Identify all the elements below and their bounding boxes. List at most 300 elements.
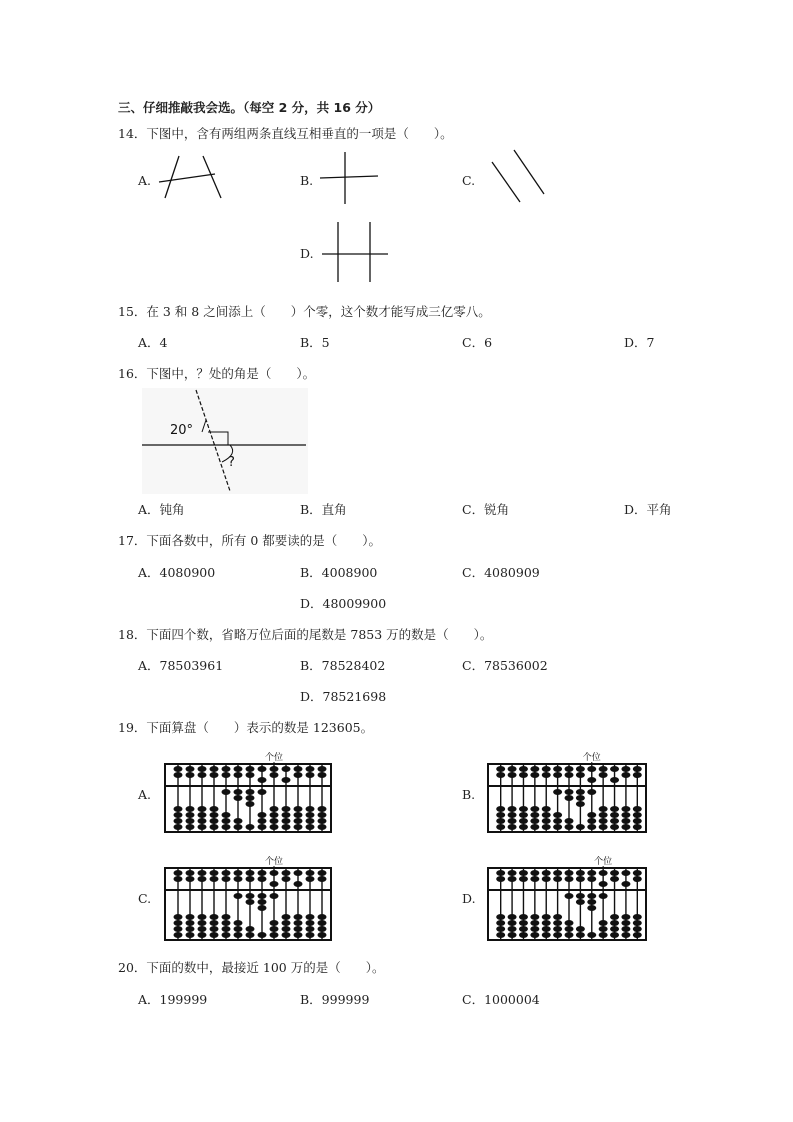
abacus-bead [553, 812, 562, 818]
abacus-bead [633, 920, 642, 926]
question-15-stem: 15．在 3 和 8 之间添上（ ）个零，这个数才能写成三亿零八。 [118, 304, 491, 319]
abacus-bead [565, 766, 574, 772]
abacus-bead [576, 766, 585, 772]
abacus-bead [565, 893, 574, 899]
abacus-bead [508, 914, 517, 920]
abacus-bead [565, 920, 574, 926]
abacus-bead [599, 766, 608, 772]
abacus-bead [542, 818, 551, 824]
abacus-bead [530, 812, 539, 818]
abacus-bead [234, 789, 243, 795]
abacus-bead [508, 818, 517, 824]
abacus-bead [599, 812, 608, 818]
abacus-bead [599, 932, 608, 938]
abacus-bead [530, 932, 539, 938]
q20-option-c[interactable]: C．1000004 [462, 992, 540, 1007]
abacus-bead [234, 876, 243, 882]
abacus-bead [294, 870, 303, 876]
abacus-bead [587, 766, 596, 772]
abacus-bead [186, 914, 195, 920]
abacus-bead [270, 881, 279, 887]
abacus-bead [519, 818, 528, 824]
abacus-bead [587, 812, 596, 818]
abacus-bead [210, 766, 219, 772]
abacus-bead [198, 932, 207, 938]
abacus-bead [565, 876, 574, 882]
abacus-bead [496, 876, 505, 882]
abacus-bead [553, 876, 562, 882]
abacus-bead [222, 818, 231, 824]
abacus-bead [318, 870, 327, 876]
abacus-bead [576, 801, 585, 807]
abacus-bead [496, 806, 505, 812]
abacus-bead [633, 818, 642, 824]
abacus-bead [530, 818, 539, 824]
abacus-bead [306, 806, 315, 812]
abacus-bead [222, 920, 231, 926]
abacus-bead [210, 870, 219, 876]
abacus-bead [270, 766, 279, 772]
abacus-bead [258, 899, 267, 905]
abacus-bead [270, 812, 279, 818]
abacus-bead [519, 812, 528, 818]
abacus-bead [198, 812, 207, 818]
abacus-bead [186, 876, 195, 882]
abacus-bead [621, 772, 630, 778]
abacus-bead [519, 920, 528, 926]
abacus-bead [234, 766, 243, 772]
abacus-bead [174, 876, 183, 882]
abacus-bead [553, 914, 562, 920]
abacus-bead [294, 824, 303, 830]
abacus-bead [496, 766, 505, 772]
abacus-bead [174, 870, 183, 876]
q19-option-b[interactable]: B. [462, 787, 476, 802]
abacus-bead [621, 926, 630, 932]
abacus-bead [234, 795, 243, 801]
abacus-bead [599, 818, 608, 824]
abacus-bead [174, 766, 183, 772]
abacus-bead [234, 932, 243, 938]
abacus-bead [318, 876, 327, 882]
abacus-bead [508, 806, 517, 812]
abacus-bead [542, 932, 551, 938]
q19-abacus-c [164, 850, 332, 942]
abacus-bead [174, 932, 183, 938]
abacus-bead [258, 893, 267, 899]
abacus-bead [282, 870, 291, 876]
abacus-bead [174, 806, 183, 812]
abacus-bead [222, 870, 231, 876]
abacus-bead [610, 932, 619, 938]
abacus-bead [633, 766, 642, 772]
abacus-bead [306, 824, 315, 830]
abacus-bead [306, 876, 315, 882]
abacus-bead [587, 899, 596, 905]
abacus-bead [222, 926, 231, 932]
abacus-bead [621, 881, 630, 887]
q14-option-b[interactable]: B. [300, 173, 314, 188]
abacus-bead [282, 806, 291, 812]
q14-option-c[interactable]: C. [462, 173, 476, 188]
q19-option-a[interactable]: A. [138, 787, 152, 802]
abacus-bead [565, 772, 574, 778]
abacus-bead [222, 789, 231, 795]
abacus-bead [270, 926, 279, 932]
abacus-bead [306, 818, 315, 824]
q16-option-d[interactable]: D．平角 [624, 502, 672, 517]
abacus-bead [610, 870, 619, 876]
q19-option-d[interactable]: D. [462, 891, 476, 906]
q16-option-b[interactable]: B．直角 [300, 502, 347, 517]
abacus-bead [258, 905, 267, 911]
abacus-bead [542, 812, 551, 818]
abacus-bead [599, 806, 608, 812]
abacus-bead [258, 812, 267, 818]
abacus-bead [508, 812, 517, 818]
abacus-bead [258, 932, 267, 938]
abacus-bead [294, 806, 303, 812]
abacus-bead [587, 932, 596, 938]
abacus-bead [530, 772, 539, 778]
abacus-bead [198, 806, 207, 812]
abacus-bead [553, 824, 562, 830]
abacus-bead [174, 926, 183, 932]
abacus-bead [508, 920, 517, 926]
abacus-bead [530, 766, 539, 772]
abacus-bead [198, 876, 207, 882]
abacus-bead [542, 926, 551, 932]
abacus-bead [318, 812, 327, 818]
abacus-bead [610, 806, 619, 812]
abacus-bead [246, 876, 255, 882]
abacus-bead [282, 876, 291, 882]
q17-option-c[interactable]: C．4080909 [462, 565, 540, 580]
abacus-bead [576, 772, 585, 778]
abacus-bead [610, 777, 619, 783]
abacus-bead [633, 932, 642, 938]
abacus-bead [234, 920, 243, 926]
abacus-bead [496, 812, 505, 818]
abacus-bead [576, 824, 585, 830]
q20-option-b[interactable]: B．999999 [300, 992, 370, 1007]
abacus-bead [174, 818, 183, 824]
abacus-bead [210, 824, 219, 830]
abacus-bead [246, 772, 255, 778]
q14-option-d[interactable]: D. [300, 246, 314, 261]
abacus-bead [621, 920, 630, 926]
abacus-bead [174, 812, 183, 818]
abacus-bead [234, 926, 243, 932]
abacus-bead [294, 818, 303, 824]
abacus-bead [599, 824, 608, 830]
abacus-bead [599, 772, 608, 778]
abacus-bead [186, 932, 195, 938]
abacus-bead [270, 818, 279, 824]
q19-abacus-d [487, 850, 647, 942]
abacus-bead [633, 806, 642, 812]
abacus-bead [246, 824, 255, 830]
abacus-bead [186, 920, 195, 926]
abacus-bead [198, 926, 207, 932]
abacus-bead [610, 766, 619, 772]
abacus-bead [186, 806, 195, 812]
abacus-bead [246, 893, 255, 899]
abacus-bead [198, 824, 207, 830]
abacus-bead [508, 772, 517, 778]
abacus-bead [282, 932, 291, 938]
abacus-bead [210, 876, 219, 882]
abacus-bead [599, 893, 608, 899]
abacus-bead [222, 766, 231, 772]
abacus-bead [621, 812, 630, 818]
abacus-bead [318, 818, 327, 824]
question-14-stem: 14．下图中，含有两组两条直线互相垂直的一项是（ ）。 [118, 126, 453, 141]
abacus-bead [222, 876, 231, 882]
abacus-bead [587, 905, 596, 911]
abacus-unit-label: 个位 [264, 857, 284, 867]
abacus-bead [234, 870, 243, 876]
abacus-bead [306, 914, 315, 920]
abacus-bead [282, 818, 291, 824]
abacus-bead [576, 789, 585, 795]
abacus-bead [210, 920, 219, 926]
abacus-bead [519, 806, 528, 812]
abacus-bead [633, 772, 642, 778]
abacus-bead [496, 926, 505, 932]
abacus-bead [621, 806, 630, 812]
abacus-bead [294, 932, 303, 938]
abacus-bead [270, 920, 279, 926]
abacus-bead [621, 766, 630, 772]
abacus-bead [496, 932, 505, 938]
question-16-stem: 16．下图中，？处的角是（ ）。 [118, 366, 316, 381]
question-20-stem: 20．下面的数中，最接近 100 万的是（ ）。 [118, 960, 385, 975]
abacus-bead [210, 818, 219, 824]
abacus-bead [306, 766, 315, 772]
abacus-bead [553, 772, 562, 778]
abacus-bead [519, 932, 528, 938]
section-title: 三、仔细推敲我会选。（每空 2 分，共 16 分） [118, 100, 381, 115]
abacus-bead [258, 789, 267, 795]
abacus-bead [198, 914, 207, 920]
abacus-bead [621, 818, 630, 824]
abacus-bead [186, 812, 195, 818]
abacus-bead [294, 772, 303, 778]
q18-option-b[interactable]: B．78528402 [300, 658, 386, 673]
abacus-bead [270, 806, 279, 812]
abacus-bead [318, 914, 327, 920]
abacus-bead [599, 881, 608, 887]
abacus-bead [496, 772, 505, 778]
q15-option-a[interactable]: A．4 [138, 335, 168, 350]
abacus-bead [186, 870, 195, 876]
abacus-bead [186, 926, 195, 932]
abacus-bead [553, 766, 562, 772]
abacus-bead [270, 772, 279, 778]
abacus-bead [587, 876, 596, 882]
abacus-bead [599, 926, 608, 932]
abacus-bead [234, 893, 243, 899]
abacus-bead [246, 801, 255, 807]
abacus-bead [508, 824, 517, 830]
abacus-bead [258, 777, 267, 783]
q18-option-c[interactable]: C．78536002 [462, 658, 548, 673]
abacus-bead [519, 824, 528, 830]
abacus-bead [576, 926, 585, 932]
q15-option-c[interactable]: C．6 [462, 335, 493, 350]
abacus-bead [210, 772, 219, 778]
abacus-bead [306, 812, 315, 818]
q14-option-a[interactable]: A. [138, 173, 152, 188]
abacus-bead [633, 914, 642, 920]
abacus-bead [542, 772, 551, 778]
abacus-bead [198, 766, 207, 772]
abacus-bead [306, 920, 315, 926]
abacus-bead [542, 914, 551, 920]
abacus-bead [508, 926, 517, 932]
abacus-bead [222, 824, 231, 830]
q19-option-c[interactable]: C. [138, 891, 152, 906]
abacus-bead [222, 812, 231, 818]
abacus-bead [496, 824, 505, 830]
abacus-unit-label: 个位 [264, 753, 284, 763]
abacus-bead [530, 806, 539, 812]
abacus-bead [530, 920, 539, 926]
abacus-bead [318, 772, 327, 778]
abacus-bead [246, 795, 255, 801]
abacus-bead [587, 789, 596, 795]
abacus-bead [246, 766, 255, 772]
abacus-bead [576, 932, 585, 938]
abacus-bead [222, 914, 231, 920]
abacus-bead [587, 893, 596, 899]
abacus-bead [496, 914, 505, 920]
abacus-bead [258, 818, 267, 824]
abacus-bead [282, 926, 291, 932]
abacus-bead [553, 870, 562, 876]
abacus-bead [294, 920, 303, 926]
abacus-bead [587, 870, 596, 876]
q17-option-b[interactable]: B．4008900 [300, 565, 378, 580]
abacus-bead [542, 876, 551, 882]
abacus-bead [234, 772, 243, 778]
q17-option-d[interactable]: D．48009900 [300, 596, 387, 611]
abacus-bead [519, 876, 528, 882]
abacus-bead [210, 932, 219, 938]
abacus-bead [246, 932, 255, 938]
abacus-bead [542, 766, 551, 772]
abacus-bead [599, 870, 608, 876]
abacus-bead [318, 932, 327, 938]
abacus-bead [565, 926, 574, 932]
q18-option-d[interactable]: D．78521698 [300, 689, 387, 704]
abacus-bead [553, 932, 562, 938]
abacus-bead [258, 876, 267, 882]
abacus-bead [174, 772, 183, 778]
abacus-bead [576, 899, 585, 905]
abacus-bead [306, 926, 315, 932]
abacus-bead [542, 824, 551, 830]
abacus-bead [294, 812, 303, 818]
q17-option-a[interactable]: A．4080900 [138, 565, 216, 580]
abacus-bead [530, 914, 539, 920]
abacus-bead [318, 806, 327, 812]
abacus-bead [565, 818, 574, 824]
abacus-bead [246, 870, 255, 876]
abacus-bead [246, 926, 255, 932]
abacus-bead [496, 870, 505, 876]
abacus-bead [610, 812, 619, 818]
q15-option-b[interactable]: B．5 [300, 335, 330, 350]
abacus-bead [318, 766, 327, 772]
abacus-bead [633, 876, 642, 882]
abacus-bead [282, 824, 291, 830]
abacus-bead [508, 932, 517, 938]
abacus-bead [174, 914, 183, 920]
q16-option-a[interactable]: A．钝角 [138, 502, 185, 517]
abacus-unit-label: 个位 [594, 857, 613, 867]
abacus-bead [530, 926, 539, 932]
abacus-bead [599, 920, 608, 926]
abacus-bead [294, 766, 303, 772]
abacus-bead [246, 789, 255, 795]
q14-figure-c [488, 148, 548, 206]
abacus-bead [587, 777, 596, 783]
abacus-bead [270, 932, 279, 938]
abacus-bead [222, 932, 231, 938]
abacus-bead [576, 876, 585, 882]
abacus-bead [576, 795, 585, 801]
abacus-bead [318, 926, 327, 932]
abacus-bead [542, 806, 551, 812]
abacus-bead [186, 824, 195, 830]
q16-label-20deg: 20° [170, 423, 194, 438]
abacus-bead [174, 920, 183, 926]
abacus-unit-label: 个位 [582, 753, 601, 763]
q18-option-a[interactable]: A．78503961 [138, 658, 224, 673]
abacus-bead [270, 870, 279, 876]
abacus-bead [553, 920, 562, 926]
abacus-bead [621, 870, 630, 876]
q20-option-a[interactable]: A．199999 [138, 992, 208, 1007]
q16-label-question: ? [228, 455, 235, 470]
question-19-stem: 19．下面算盘（ ）表示的数是 123605。 [118, 720, 374, 735]
abacus-bead [621, 932, 630, 938]
abacus-bead [258, 766, 267, 772]
abacus-bead [210, 926, 219, 932]
abacus-bead [587, 818, 596, 824]
abacus-bead [186, 772, 195, 778]
q16-option-c[interactable]: C．锐角 [462, 502, 510, 517]
abacus-bead [186, 766, 195, 772]
abacus-bead [610, 824, 619, 830]
abacus-bead [294, 914, 303, 920]
abacus-bead [282, 914, 291, 920]
abacus-bead [270, 824, 279, 830]
abacus-bead [258, 824, 267, 830]
abacus-bead [530, 870, 539, 876]
abacus-bead [282, 920, 291, 926]
q19-abacus-b [487, 746, 647, 834]
abacus-bead [508, 766, 517, 772]
abacus-bead [234, 818, 243, 824]
abacus-bead [576, 870, 585, 876]
abacus-bead [621, 914, 630, 920]
q15-option-d[interactable]: D．7 [624, 335, 655, 350]
abacus-bead [553, 818, 562, 824]
abacus-bead [530, 876, 539, 882]
